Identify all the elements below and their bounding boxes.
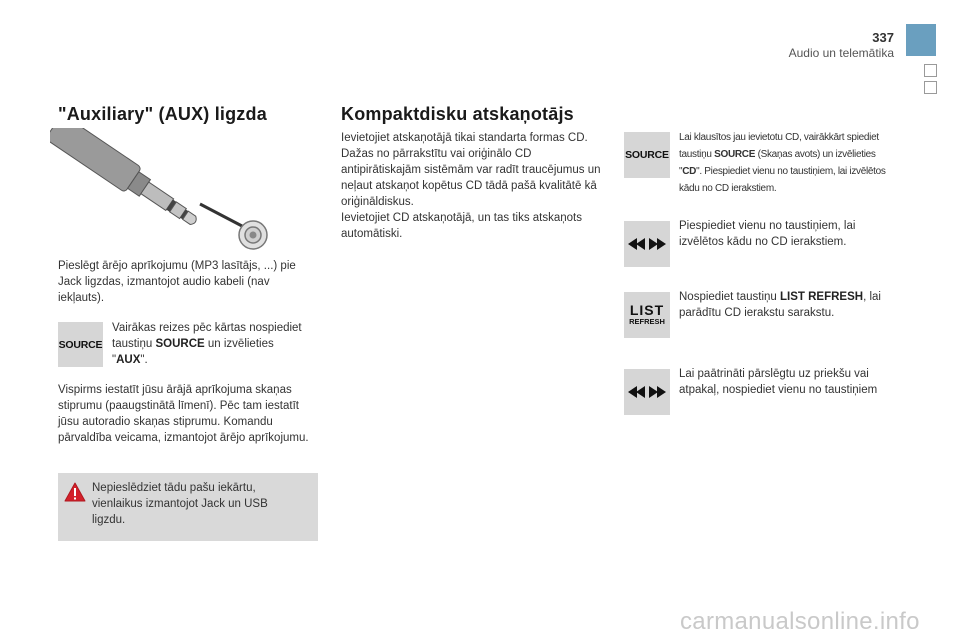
cd-title: Kompaktdisku atskaņotājs [341, 104, 574, 124]
cd-fast-text: Lai paātrināti pārslēgtu uz priekšu vai atpakaļ, nospiediet vienu no taustiņiem [679, 368, 878, 396]
nav-square-1 [924, 64, 937, 77]
aux-volume-text: Vispirms iestatīt jūsu ārājā aprīkojuma skaņas stiprumu (paaugstinātā līmenī). Pēc tam iestatīt jūsu autoradio skaņas stiprumu. Komandu pārvaldība veicama, izmantojot ārējo aprīkojumu. [58, 384, 309, 444]
section-title: Audio un telemātika [788, 46, 894, 60]
aux-step-text-2: un izvēlieties " [112, 338, 274, 366]
cd-source-text [679, 129, 889, 197]
list-label: LIST [629, 301, 665, 318]
cd-intro: Ievietojiet atskaņotājā tikai standarta formas CD. Dažas no pārrakstītu vai oriģinālo CD antipirātiskajām sistēmām var radīt traucējumus un neļaut atskaņot kopētus CD tādā pašā kvalitātē kā oriģināldiskus. Ievietojiet CD atskaņotājā, un tas tiks atskaņots automātiski. [341, 132, 601, 240]
warning-icon [64, 482, 86, 502]
aux-intro: Pieslēgt ārējo aprīkojumu (MP3 lasītājs, ...) pie Jack ligzdas, izmantojot audio kabeli (nav iekļauts). [58, 260, 296, 304]
cd-list-text [679, 289, 894, 321]
refresh-label: REFRESH [629, 316, 665, 326]
source-button-label: SOURCE [58, 338, 103, 351]
prev-next-arrows-icon [627, 237, 667, 251]
warning-text: Nepieslēdziet tādu pašu iekārtu, vienlaikus izmantojot Jack un USB ligzdu. [92, 482, 268, 526]
page-number: 337 [872, 30, 894, 45]
aux-step-source: SOURCE [155, 338, 205, 350]
cd-list-end: , lai parādītu CD ierakstu sarakstu. [679, 291, 881, 319]
cd-list-bold: LIST REFRESH [780, 291, 864, 303]
fast-forward-rewind-icon [627, 385, 667, 399]
jack-plug-illustration [50, 128, 275, 252]
aux-step-aux: AUX [116, 354, 141, 366]
source-button-label: SOURCE [625, 149, 669, 161]
source-button-aux[interactable] [58, 322, 103, 367]
source-button-cd[interactable] [624, 132, 670, 178]
aux-step-end: ". [140, 354, 148, 366]
chapter-tab [906, 24, 936, 56]
nav-square-2 [924, 81, 937, 94]
cd-source-mid: (Skaņas avots) un izvēlieties " [679, 149, 876, 177]
fast-forward-rewind-buttons[interactable] [624, 369, 670, 415]
prev-next-track-buttons[interactable] [624, 221, 670, 267]
aux-title: "Auxiliary" (AUX) ligzda [58, 104, 267, 124]
watermark: carmanualsonline.info [680, 608, 920, 635]
cd-source-pre: Lai klausītos jau ievietotu CD, vairākkārt spiediet taustiņu [679, 132, 879, 160]
aux-step [112, 320, 312, 368]
cd-select-track-text: Piespiediet vienu no taustiņiem, lai izvēlētos kādu no CD ierakstiem. [679, 220, 856, 248]
cd-source-cd: CD [682, 166, 697, 177]
cd-source-bold: SOURCE [714, 149, 756, 160]
cd-list-pre: Nospiediet taustiņu [679, 291, 781, 303]
cd-source-end: ". Piespiediet vienu no taustiņiem, lai izvēlētos kādu no CD ierakstiem. [679, 166, 886, 194]
list-refresh-button[interactable] [624, 292, 670, 338]
aux-step-text: Vairākas reizes pēc kārtas nospiediet taustiņu [112, 322, 302, 350]
